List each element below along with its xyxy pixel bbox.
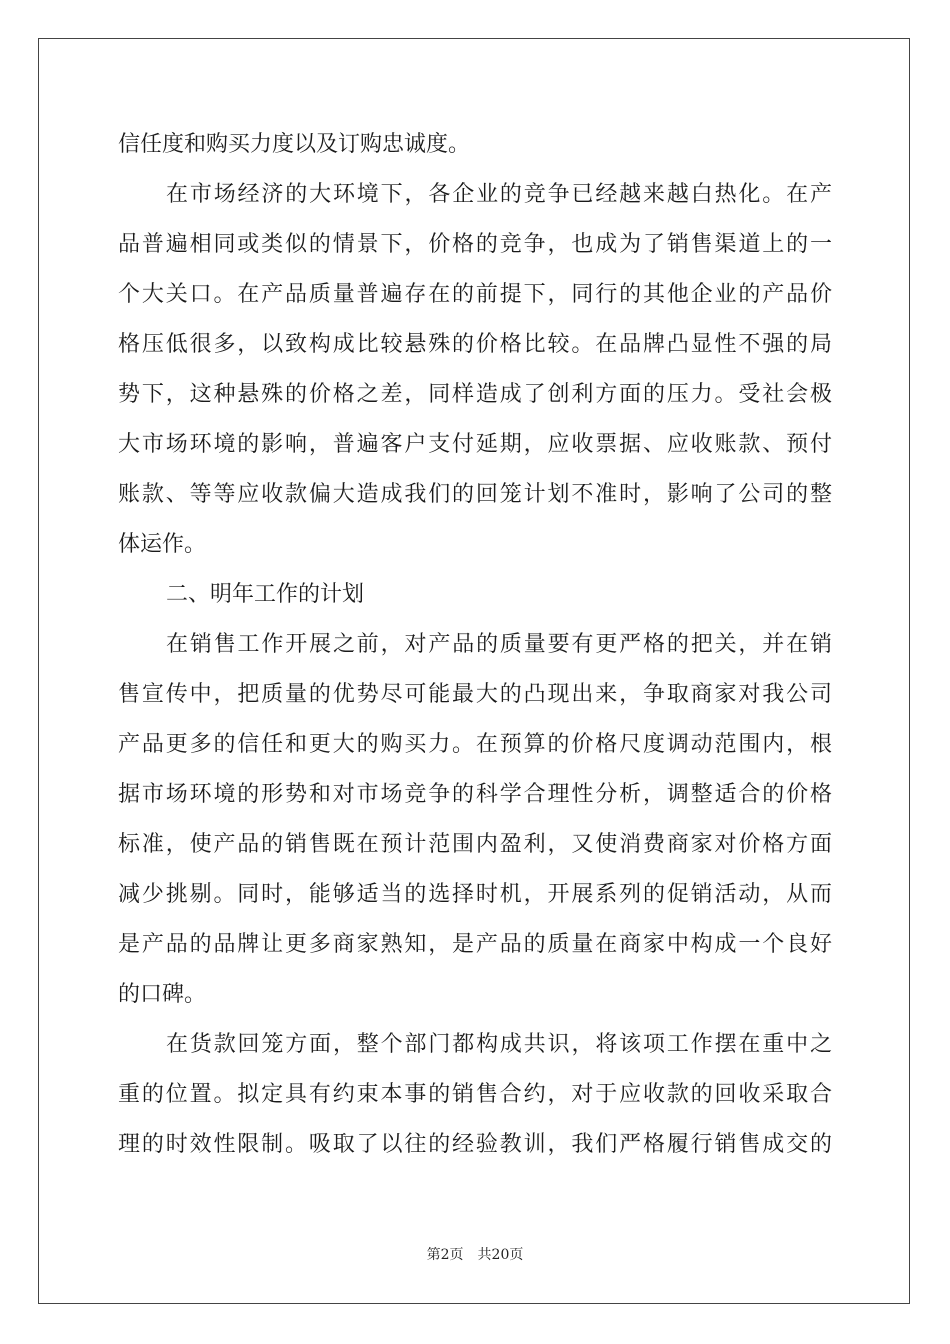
page-number: 第2页 bbox=[426, 1247, 464, 1263]
total-pages: 共20页 bbox=[477, 1247, 524, 1263]
text-line: 个大关口。在产品质量普遍存在的前提下，同行的其他企业的产品价 bbox=[118, 282, 832, 307]
text-line: 在市场经济的大环境下，各企业的竞争已经越来越白热化。在产 bbox=[166, 182, 832, 207]
document-body bbox=[118, 120, 832, 1170]
text-line: 据市场环境的形势和对市场竞争的科学合理性分析，调整适合的价格 bbox=[118, 782, 832, 807]
text-line: 标准，使产品的销售既在预计范围内盈利，又使消费商家对价格方面 bbox=[118, 832, 832, 857]
text-line: 售宣传中，把质量的优势尽可能最大的凸现出来，争取商家对我公司 bbox=[118, 682, 832, 707]
text-line: 是产品的品牌让更多商家熟知，是产品的质量在商家中构成一个良好 bbox=[118, 932, 832, 957]
page-footer bbox=[0, 1244, 950, 1264]
text-line: 体运作。 bbox=[118, 532, 207, 557]
text-line: 减少挑剔。同时，能够适当的选择时机，开展系列的促销活动，从而 bbox=[118, 882, 832, 907]
text-line: 重的位置。拟定具有约束本事的销售合约，对于应收款的回收采取合 bbox=[118, 1082, 832, 1107]
text-line: 大市场环境的影响，普遍客户支付延期，应收票据、应收账款、预付 bbox=[118, 432, 832, 457]
text-line: 产品更多的信任和更大的购买力。在预算的价格尺度调动范围内，根 bbox=[118, 732, 832, 757]
text-line: 理的时效性限制。吸取了以往的经验教训，我们严格履行销售成交的 bbox=[118, 1132, 832, 1157]
text-line: 的口碑。 bbox=[118, 982, 207, 1007]
text-line: 势下，这种悬殊的价格之差，同样造成了创利方面的压力。受社会极 bbox=[118, 382, 832, 407]
section-heading: 二、明年工作的计划 bbox=[166, 582, 365, 607]
text-line: 品普遍相同或类似的情景下，价格的竞争，也成为了销售渠道上的一 bbox=[118, 232, 832, 257]
text-line: 格压低很多，以致构成比较悬殊的价格比较。在品牌凸显性不强的局 bbox=[118, 332, 832, 357]
text-line: 信任度和购买力度以及订购忠诚度。 bbox=[118, 132, 471, 157]
text-line: 在货款回笼方面，整个部门都构成共识，将该项工作摆在重中之 bbox=[166, 1032, 832, 1057]
text-line: 在销售工作开展之前，对产品的质量要有更严格的把关，并在销 bbox=[166, 632, 832, 657]
text-line: 账款、等等应收款偏大造成我们的回笼计划不准时，影响了公司的整 bbox=[118, 482, 832, 507]
